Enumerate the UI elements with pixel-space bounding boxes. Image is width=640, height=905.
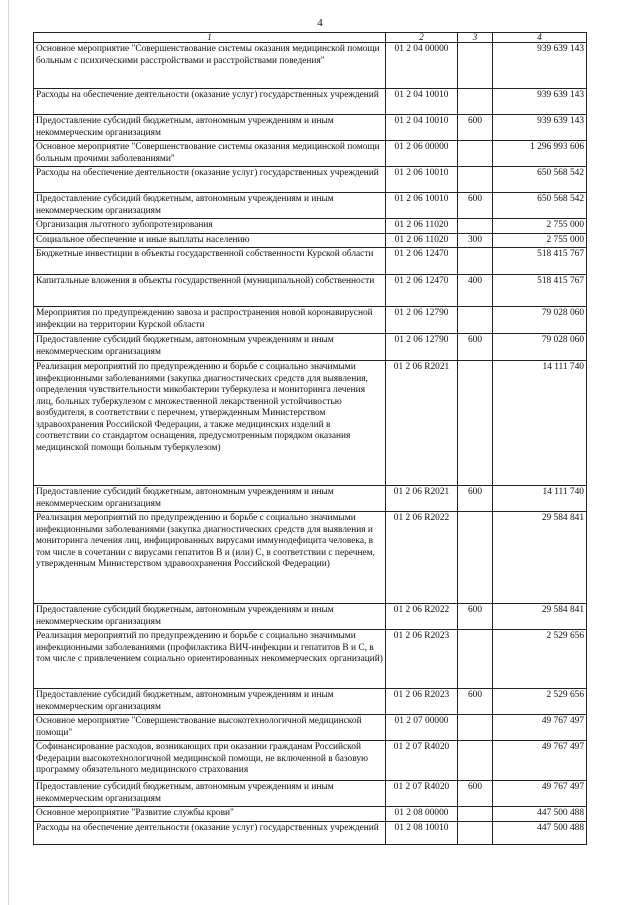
table-row <box>34 781 587 807</box>
cell-name: Основное мероприятие "Совершенствование высокотехнологичной медицинской помощи" <box>34 715 386 741</box>
cell-vr <box>458 361 493 486</box>
cell-code: 01 2 04 10010 <box>386 115 458 141</box>
cell-name: Предоставление субсидий бюджетным, автономным учреждениям и иным некоммерческим организациям <box>34 193 386 219</box>
cell-name: Расходы на обеспечение деятельности (оказание услуг) государственных учреждений <box>34 821 386 844</box>
table-row <box>34 167 587 193</box>
table-row <box>34 43 587 89</box>
cell-code: 01 2 06 12790 <box>386 307 458 334</box>
table-row <box>34 115 587 141</box>
table-row <box>34 248 587 275</box>
table-row <box>34 630 587 689</box>
table-row <box>34 275 587 307</box>
cell-name: Софинансирование расходов, возникающих при оказании гражданам Российской Федерации высокотехнологичной медицинской помощи, не включенной в базовую программу обязательного медицинского страхования <box>34 741 386 781</box>
cell-name: Реализация мероприятий по предупреждению и борьбе с социально значимыми инфекционными заболеваниями (профилактика ВИЧ-инфекции и гепатитов В и С, в том числе с привлечением социально ориентированных некоммерческих организаций) <box>34 630 386 689</box>
table-row <box>34 715 587 741</box>
cell-vr: 600 <box>458 781 493 807</box>
cell-name: Предоставление субсидий бюджетным, автономным учреждениям и иным некоммерческим организациям <box>34 689 386 715</box>
cell-name: Предоставление субсидий бюджетным, автономным учреждениям и иным некоммерческим организациям <box>34 115 386 141</box>
cell-vr <box>458 307 493 334</box>
cell-code: 01 2 04 10010 <box>386 89 458 115</box>
cell-name: Расходы на обеспечение деятельности (оказание услуг) государственных учреждений <box>34 89 386 115</box>
cell-vr: 600 <box>458 193 493 219</box>
cell-code: 01 2 06 10010 <box>386 167 458 193</box>
header-col-amount: 4 <box>493 33 587 43</box>
cell-amount: 14 111 740 <box>493 486 587 512</box>
table-row <box>34 89 587 115</box>
cell-amount: 939 639 143 <box>493 115 587 141</box>
cell-code: 01 2 06 00000 <box>386 141 458 167</box>
table-row <box>34 512 587 604</box>
table-row <box>34 334 587 361</box>
cell-code: 01 2 06 R2021 <box>386 361 458 486</box>
cell-code: 01 2 08 00000 <box>386 807 458 822</box>
cell-vr: 600 <box>458 604 493 630</box>
cell-code: 01 2 06 11020 <box>386 219 458 234</box>
cell-amount: 49 767 497 <box>493 781 587 807</box>
cell-name: Основное мероприятие "Развитие службы крови" <box>34 807 386 822</box>
cell-name: Капитальные вложения в объекты государственной (муниципальной) собственности <box>34 275 386 307</box>
cell-name: Социальное обеспечение и иные выплаты населению <box>34 233 386 248</box>
budget-table <box>33 32 587 845</box>
cell-vr: 600 <box>458 334 493 361</box>
cell-code: 01 2 07 R4020 <box>386 741 458 781</box>
cell-code: 01 2 06 11020 <box>386 233 458 248</box>
cell-amount: 49 767 497 <box>493 741 587 781</box>
cell-amount: 518 415 767 <box>493 248 587 275</box>
cell-amount: 2 529 656 <box>493 630 587 689</box>
cell-code: 01 2 06 R2023 <box>386 630 458 689</box>
cell-amount: 2 755 000 <box>493 233 587 248</box>
cell-vr <box>458 248 493 275</box>
table-row <box>34 141 587 167</box>
table-row <box>34 307 587 334</box>
scan-edge-line <box>8 0 9 905</box>
cell-amount: 49 767 497 <box>493 715 587 741</box>
cell-name: Предоставление субсидий бюджетным, автономным учреждениям и иным некоммерческим организациям <box>34 486 386 512</box>
cell-code: 01 2 06 R2022 <box>386 604 458 630</box>
table-row <box>34 233 587 248</box>
cell-name: Бюджетные инвестиции в объекты государственной собственности Курской области <box>34 248 386 275</box>
cell-vr <box>458 89 493 115</box>
cell-name: Основное мероприятие "Совершенствование системы оказания медицинской помощи больным прочими заболеваниями" <box>34 141 386 167</box>
cell-code: 01 2 06 10010 <box>386 193 458 219</box>
cell-amount: 2 755 000 <box>493 219 587 234</box>
cell-code: 01 2 07 00000 <box>386 715 458 741</box>
cell-amount: 650 568 542 <box>493 167 587 193</box>
header-col-code: 2 <box>386 33 458 43</box>
header-col-vr: 3 <box>458 33 493 43</box>
cell-vr <box>458 741 493 781</box>
cell-vr: 300 <box>458 233 493 248</box>
cell-code: 01 2 04 00000 <box>386 43 458 89</box>
cell-vr: 400 <box>458 275 493 307</box>
table-row <box>34 486 587 512</box>
cell-code: 01 2 06 12790 <box>386 334 458 361</box>
cell-amount: 79 028 060 <box>493 307 587 334</box>
cell-vr <box>458 512 493 604</box>
cell-vr <box>458 141 493 167</box>
cell-name: Предоставление субсидий бюджетным, автономным учреждениям и иным некоммерческим организациям <box>34 334 386 361</box>
cell-vr <box>458 807 493 822</box>
header-col-name: 1 <box>34 33 386 43</box>
cell-vr <box>458 219 493 234</box>
cell-name: Предоставление субсидий бюджетным, автономным учреждениям и иным некоммерческим организациям <box>34 781 386 807</box>
cell-name: Реализация мероприятий по предупреждению и борьбе с социально значимыми инфекционными заболеваниями (закупка диагностических средств для выявления и мониторинга лечения лиц, инфицированных вирусами иммунодефицита человека, в том числе в сочетании с вирусами гепатитов В и (или) С, в соответствии с перечнем, утвержденным Министерством здравоохранения Российской Федерации) <box>34 512 386 604</box>
table-row <box>34 807 587 822</box>
table-row <box>34 821 587 844</box>
cell-name: Реализация мероприятий по предупреждению и борьбе с социально значимыми инфекционными заболеваниями (закупка диагностических средств для выявления, определения чувствительности микобактерии туберкулеза и мониторинга лечения лиц, больных туберкулезом с множественной лекарственной устойчивостью возбудителя, в соответствии с перечнем, утвержденным Министерством здравоохранения Российской Федерации, а также медицинских изделий в соответствии со стандартом оснащения, предусмотренным порядком оказания медицинской помощи больным туберкулезом) <box>34 361 386 486</box>
cell-name: Предоставление субсидий бюджетным, автономным учреждениям и иным некоммерческим организациям <box>34 604 386 630</box>
cell-code: 01 2 06 R2021 <box>386 486 458 512</box>
table-row <box>34 219 587 234</box>
table-body <box>34 43 587 845</box>
cell-amount: 939 639 143 <box>493 89 587 115</box>
table-row <box>34 689 587 715</box>
cell-name: Расходы на обеспечение деятельности (оказание услуг) государственных учреждений <box>34 167 386 193</box>
cell-vr <box>458 630 493 689</box>
cell-amount: 1 296 993 606 <box>493 141 587 167</box>
cell-vr <box>458 167 493 193</box>
cell-amount: 939 639 143 <box>493 43 587 89</box>
cell-code: 01 2 06 12470 <box>386 275 458 307</box>
cell-amount: 447 500 488 <box>493 821 587 844</box>
table-row <box>34 361 587 486</box>
cell-amount: 14 111 740 <box>493 361 587 486</box>
cell-code: 01 2 07 R4020 <box>386 781 458 807</box>
cell-amount: 518 415 767 <box>493 275 587 307</box>
table-row <box>34 741 587 781</box>
cell-vr: 600 <box>458 689 493 715</box>
page-number: 4 <box>317 17 323 29</box>
cell-code: 01 2 08 10010 <box>386 821 458 844</box>
cell-vr <box>458 43 493 89</box>
cell-amount: 2 529 656 <box>493 689 587 715</box>
cell-code: 01 2 06 R2022 <box>386 512 458 604</box>
table-row <box>34 604 587 630</box>
cell-vr: 600 <box>458 486 493 512</box>
cell-name: Мероприятия по предупреждению завоза и распространения новой коронавирусной инфекции на территории Курской области <box>34 307 386 334</box>
cell-code: 01 2 06 12470 <box>386 248 458 275</box>
cell-code: 01 2 06 R2023 <box>386 689 458 715</box>
cell-amount: 447 500 488 <box>493 807 587 822</box>
cell-name: Основное мероприятие "Совершенствование системы оказания медицинской помощи больным с психическими расстройствами и расстройствами поведения" <box>34 43 386 89</box>
cell-vr <box>458 715 493 741</box>
table-row <box>34 193 587 219</box>
cell-amount: 29 584 841 <box>493 512 587 604</box>
table-header-row <box>34 33 587 43</box>
cell-amount: 29 584 841 <box>493 604 587 630</box>
cell-name: Организация льготного зубопротезирования <box>34 219 386 234</box>
cell-vr <box>458 821 493 844</box>
cell-vr: 600 <box>458 115 493 141</box>
cell-amount: 650 568 542 <box>493 193 587 219</box>
cell-amount: 79 028 060 <box>493 334 587 361</box>
